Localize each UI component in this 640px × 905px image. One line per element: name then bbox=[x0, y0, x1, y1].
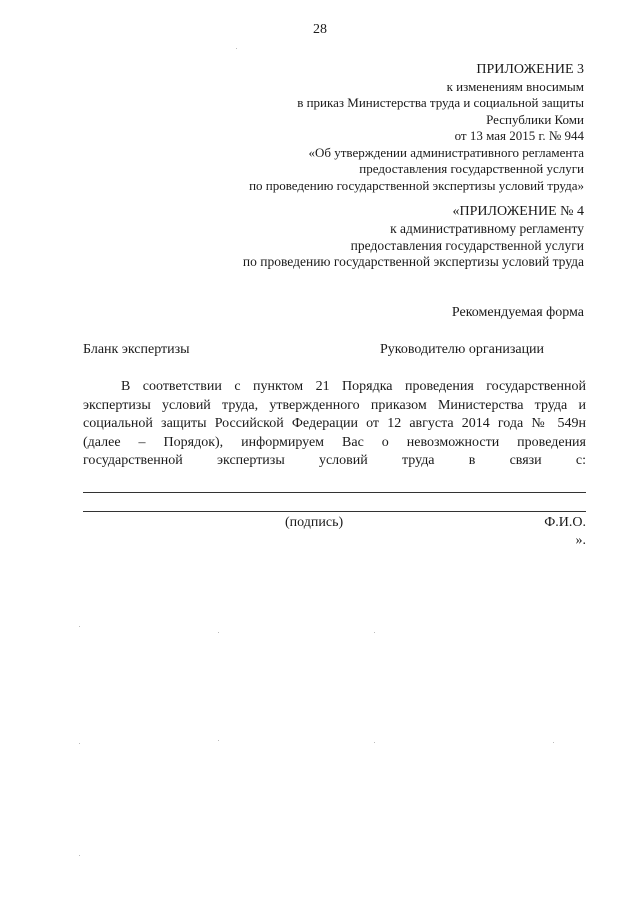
body-line: В соответствии с пунктом 21 Порядка проведения государственной bbox=[121, 379, 586, 394]
appendix-3-line: в приказ Министерства труда и социальной защиты bbox=[297, 95, 584, 110]
appendix-3-line: по проведению государственной экспертизы условий труда» bbox=[249, 177, 584, 193]
recommended-form-label: Рекомендуемая форма bbox=[451, 305, 584, 320]
appendix-3-line: Республики Коми bbox=[486, 111, 584, 127]
fill-in-line bbox=[83, 511, 586, 512]
appendix-4-line: предоставления государственной услуги bbox=[350, 237, 584, 253]
scan-speck bbox=[374, 632, 375, 633]
scan-speck bbox=[218, 632, 219, 633]
scan-speck bbox=[79, 743, 80, 744]
body-line: социальной защиты Российской Федерации от 12 августа 2014 года № 549н bbox=[83, 416, 586, 431]
signature-label: (подпись) bbox=[285, 515, 344, 530]
scan-speck bbox=[553, 742, 554, 743]
appendix-3-header bbox=[249, 62, 584, 194]
appendix-4-line: к административному регламенту bbox=[390, 220, 584, 236]
body-paragraph bbox=[83, 378, 586, 471]
body-line: (далее – Порядок), информируем Вас о невозможности проведения bbox=[83, 434, 586, 450]
scan-speck bbox=[218, 740, 219, 741]
body-line: экспертизы условий труда, утвержденного приказом Министерства труда и bbox=[83, 397, 586, 413]
scan-speck bbox=[79, 855, 80, 856]
scan-speck bbox=[374, 742, 375, 743]
body-line: государственной экспертизы условий труда в связи с: bbox=[83, 453, 586, 468]
appendix-3-line: предоставления государственной услуги bbox=[359, 161, 584, 176]
scan-speck bbox=[79, 626, 80, 627]
appendix-4-header bbox=[243, 204, 584, 271]
closing-quote: ». bbox=[575, 533, 586, 548]
page-number: 28 bbox=[313, 22, 327, 37]
appendix-3-line: от 13 мая 2015 г. № 944 bbox=[454, 128, 584, 143]
appendix-4-title: «ПРИЛОЖЕНИЕ № 4 bbox=[452, 204, 584, 219]
full-name-label: Ф.И.О. bbox=[544, 515, 586, 530]
appendix-3-line: «Об утверждении административного регламента bbox=[308, 144, 584, 160]
appendix-3-line: к изменениям вносимым bbox=[446, 78, 584, 94]
blank-expertise-label: Бланк экспертизы bbox=[83, 342, 190, 357]
appendix-3-title: ПРИЛОЖЕНИЕ 3 bbox=[476, 62, 584, 77]
scan-speck bbox=[236, 48, 237, 49]
appendix-4-line: по проведению государственной экспертизы условий труда bbox=[242, 254, 584, 270]
recipient-label: Руководителю организации bbox=[380, 342, 545, 357]
fill-in-line bbox=[83, 492, 586, 493]
